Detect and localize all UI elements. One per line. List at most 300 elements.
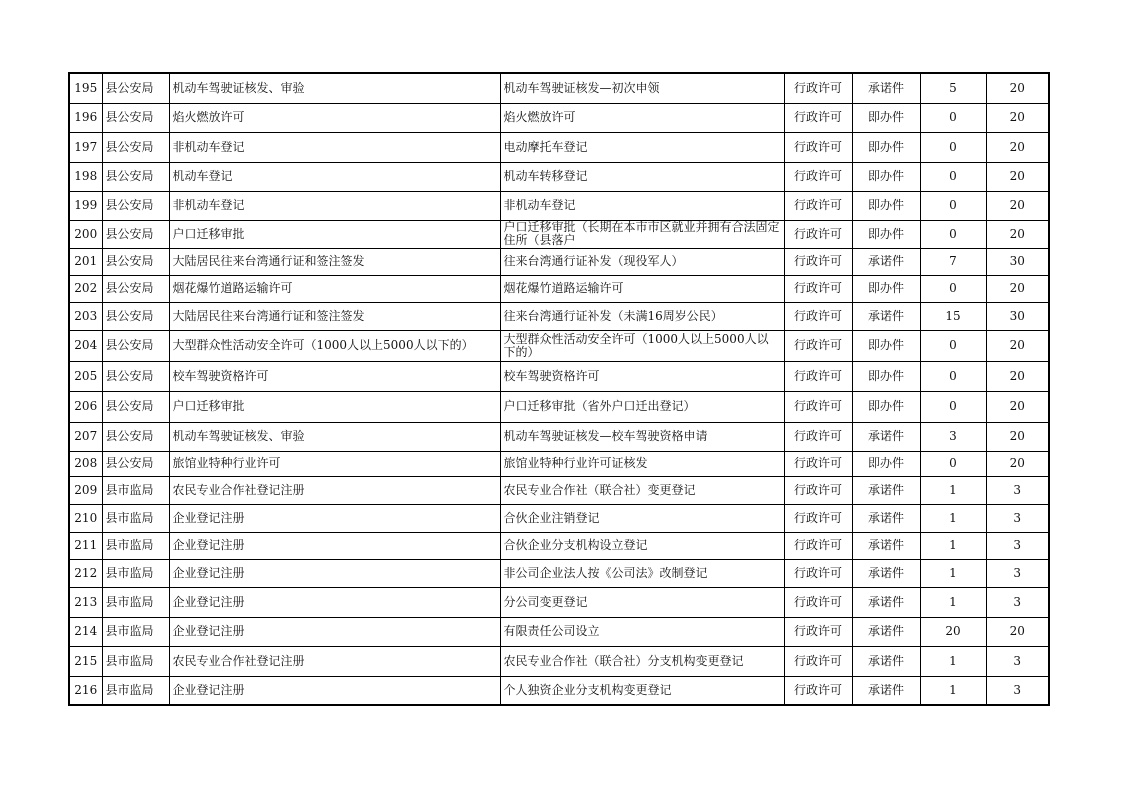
statutory-days-text: 20 <box>1009 198 1025 212</box>
row-number-text: 213 <box>74 594 98 609</box>
row-number-text: 202 <box>74 281 98 295</box>
promised-days-text: 1 <box>949 482 957 497</box>
processing-kind-cell <box>852 103 920 132</box>
item-type-text: 行政许可 <box>793 110 842 124</box>
row-number-cell <box>69 476 102 504</box>
promised-days-cell <box>920 617 986 646</box>
statutory-days-text: 3 <box>1013 538 1022 552</box>
sub-item-cell <box>500 103 784 132</box>
processing-kind-cell <box>852 676 920 705</box>
item-name-text: 大陆居民往来台湾通行证和签注签发 <box>172 254 365 268</box>
sub-item-text: 农民专业合作社（联合社）变更登记 <box>503 482 696 497</box>
row-number-cell <box>69 330 102 361</box>
table-row <box>69 330 1049 361</box>
processing-kind-cell <box>852 220 920 248</box>
item-name-cell <box>169 103 500 132</box>
promised-days-text: 1 <box>949 510 957 525</box>
item-name-text: 企业登记注册 <box>172 538 245 552</box>
sub-item-text: 合伙企业分支机构设立登记 <box>503 538 648 552</box>
item-name-text: 焰火燃放许可 <box>172 110 245 124</box>
item-type-cell <box>784 248 852 275</box>
department-cell <box>102 676 169 705</box>
item-type-cell <box>784 361 852 391</box>
processing-kind-cell <box>852 361 920 391</box>
item-type-text: 行政许可 <box>793 482 842 497</box>
department-cell <box>102 275 169 302</box>
item-name-text: 户口迁移审批 <box>172 399 245 413</box>
department-cell <box>102 504 169 532</box>
processing-kind-text: 即办件 <box>867 198 904 212</box>
sub-item-text: 有限责任公司设立 <box>503 624 600 638</box>
table-row <box>69 162 1049 191</box>
row-number-cell <box>69 504 102 532</box>
statutory-days-cell <box>986 248 1049 275</box>
statutory-days-text: 30 <box>1009 254 1025 268</box>
statutory-days-text: 20 <box>1009 399 1025 413</box>
statutory-days-text: 3 <box>1013 482 1022 497</box>
statutory-days-cell <box>986 587 1049 617</box>
processing-kind-cell <box>852 132 920 162</box>
item-type-cell <box>784 191 852 220</box>
item-name-cell <box>169 220 500 248</box>
row-number-text: 203 <box>74 308 98 323</box>
item-type-text: 行政许可 <box>793 456 842 470</box>
sub-item-text: 合伙企业注销登记 <box>503 510 600 525</box>
promised-days-text: 0 <box>949 226 957 241</box>
table-row <box>69 676 1049 705</box>
department-cell <box>102 191 169 220</box>
item-type-cell <box>784 559 852 587</box>
item-name-text: 非机动车登记 <box>172 198 245 212</box>
sub-item-text: 机动车驾驶证核发—校车驾驶资格申请 <box>503 429 708 443</box>
sub-item-text: 个人独资企业分支机构变更登记 <box>503 682 672 697</box>
service-items-table <box>68 72 1050 706</box>
promised-days-cell <box>920 248 986 275</box>
processing-kind-text: 即办件 <box>867 226 904 241</box>
processing-kind-text: 承诺件 <box>867 510 904 525</box>
item-type-text: 行政许可 <box>793 399 842 413</box>
item-name-text: 企业登记注册 <box>172 682 245 697</box>
item-type-cell <box>784 646 852 676</box>
promised-days-text: 7 <box>949 254 957 268</box>
item-name-text: 大型群众性活动安全许可（1000人以上5000人以下的） <box>172 338 474 352</box>
department-cell <box>102 302 169 330</box>
item-name-text: 旅馆业特种行业许可 <box>172 456 281 470</box>
row-number-cell <box>69 559 102 587</box>
statutory-days-cell <box>986 476 1049 504</box>
processing-kind-cell <box>852 646 920 676</box>
department-cell <box>102 73 169 103</box>
promised-days-cell <box>920 361 986 391</box>
sub-item-text: 农民专业合作社（联合社）分支机构变更登记 <box>503 653 744 668</box>
item-name-cell <box>169 646 500 676</box>
statutory-days-cell <box>986 676 1049 705</box>
row-number-cell <box>69 422 102 451</box>
item-name-cell <box>169 504 500 532</box>
item-type-text: 行政许可 <box>793 624 842 638</box>
department-text: 县公安局 <box>105 226 154 241</box>
item-type-cell <box>784 422 852 451</box>
processing-kind-cell <box>852 532 920 559</box>
processing-kind-text: 承诺件 <box>867 624 904 638</box>
item-type-cell <box>784 476 852 504</box>
department-text: 县公安局 <box>105 169 154 183</box>
row-number-cell <box>69 220 102 248</box>
item-name-cell <box>169 330 500 361</box>
statutory-days-cell <box>986 391 1049 422</box>
table-row <box>69 559 1049 587</box>
processing-kind-text: 承诺件 <box>867 682 904 697</box>
row-number-text: 206 <box>74 399 98 413</box>
statutory-days-text: 20 <box>1009 281 1025 295</box>
processing-kind-text: 即办件 <box>867 139 904 154</box>
promised-days-text: 1 <box>949 538 957 552</box>
sub-item-cell <box>500 532 784 559</box>
item-name-cell <box>169 676 500 705</box>
sub-item-cell <box>500 73 784 103</box>
row-number-cell <box>69 275 102 302</box>
item-name-text: 大陆居民往来台湾通行证和签注签发 <box>172 308 365 323</box>
sub-item-text: 非公司企业法人按《公司法》改制登记 <box>503 565 708 580</box>
item-type-text: 行政许可 <box>793 594 842 609</box>
item-type-text: 行政许可 <box>793 510 842 525</box>
promised-days-cell <box>920 302 986 330</box>
department-text: 县市监局 <box>105 594 154 609</box>
sub-item-text: 大型群众性活动安全许可（1000人以上5000人以下的） <box>503 332 769 359</box>
statutory-days-cell <box>986 132 1049 162</box>
item-name-text: 户口迁移审批 <box>172 226 245 241</box>
sub-item-cell <box>500 248 784 275</box>
sub-item-cell <box>500 617 784 646</box>
item-type-text: 行政许可 <box>793 338 842 352</box>
row-number-text: 204 <box>74 338 98 352</box>
row-number-cell <box>69 451 102 476</box>
statutory-days-text: 3 <box>1013 682 1022 697</box>
promised-days-text: 0 <box>949 281 957 295</box>
processing-kind-text: 即办件 <box>867 281 904 295</box>
sub-item-cell <box>500 302 784 330</box>
row-number-cell <box>69 103 102 132</box>
statutory-days-text: 20 <box>1009 80 1025 95</box>
table-row <box>69 391 1049 422</box>
promised-days-text: 0 <box>949 198 957 212</box>
row-number-cell <box>69 391 102 422</box>
processing-kind-cell <box>852 191 920 220</box>
processing-kind-text: 即办件 <box>867 110 904 124</box>
promised-days-cell <box>920 275 986 302</box>
processing-kind-cell <box>852 275 920 302</box>
row-number-text: 210 <box>74 510 98 525</box>
statutory-days-cell <box>986 451 1049 476</box>
department-text: 县公安局 <box>105 399 154 413</box>
item-name-cell <box>169 617 500 646</box>
item-type-text: 行政许可 <box>793 226 842 241</box>
item-name-text: 农民专业合作社登记注册 <box>172 653 305 668</box>
item-name-text: 农民专业合作社登记注册 <box>172 482 305 497</box>
sub-item-cell <box>500 422 784 451</box>
department-text: 县公安局 <box>105 456 154 470</box>
statutory-days-text: 20 <box>1009 139 1025 154</box>
department-cell <box>102 451 169 476</box>
row-number-cell <box>69 676 102 705</box>
statutory-days-text: 30 <box>1009 308 1025 323</box>
row-number-text: 198 <box>74 169 98 183</box>
item-name-text: 机动车驾驶证核发、审验 <box>172 429 305 443</box>
item-type-cell <box>784 532 852 559</box>
table-row <box>69 646 1049 676</box>
promised-days-cell <box>920 191 986 220</box>
promised-days-text: 0 <box>949 456 957 470</box>
item-type-text: 行政许可 <box>793 308 842 323</box>
item-type-text: 行政许可 <box>793 198 842 212</box>
sub-item-text: 校车驾驶资格许可 <box>503 368 600 383</box>
processing-kind-text: 承诺件 <box>867 308 904 323</box>
row-number-cell <box>69 361 102 391</box>
processing-kind-cell <box>852 451 920 476</box>
item-name-cell <box>169 73 500 103</box>
department-text: 县公安局 <box>105 308 154 323</box>
processing-kind-cell <box>852 248 920 275</box>
row-number-text: 205 <box>74 368 98 383</box>
statutory-days-cell <box>986 504 1049 532</box>
item-type-text: 行政许可 <box>793 169 842 183</box>
sub-item-text: 电动摩托车登记 <box>503 139 588 154</box>
item-type-cell <box>784 676 852 705</box>
processing-kind-cell <box>852 391 920 422</box>
row-number-cell <box>69 73 102 103</box>
processing-kind-text: 承诺件 <box>867 565 904 580</box>
sub-item-cell <box>500 646 784 676</box>
table-row <box>69 451 1049 476</box>
row-number-text: 201 <box>74 254 98 268</box>
item-name-cell <box>169 248 500 275</box>
promised-days-text: 0 <box>949 338 957 352</box>
statutory-days-text: 3 <box>1013 565 1022 580</box>
sub-item-cell <box>500 220 784 248</box>
table-row <box>69 220 1049 248</box>
item-name-text: 企业登记注册 <box>172 594 245 609</box>
promised-days-cell <box>920 73 986 103</box>
row-number-cell <box>69 191 102 220</box>
department-cell <box>102 220 169 248</box>
processing-kind-cell <box>852 330 920 361</box>
department-text: 县公安局 <box>105 80 154 95</box>
processing-kind-text: 承诺件 <box>867 653 904 668</box>
row-number-cell <box>69 302 102 330</box>
item-name-cell <box>169 422 500 451</box>
item-type-cell <box>784 587 852 617</box>
sub-item-cell <box>500 330 784 361</box>
item-type-cell <box>784 391 852 422</box>
item-type-text: 行政许可 <box>793 80 842 95</box>
processing-kind-text: 即办件 <box>867 169 904 183</box>
statutory-days-text: 20 <box>1009 456 1025 470</box>
processing-kind-text: 承诺件 <box>867 594 904 609</box>
item-name-text: 非机动车登记 <box>172 139 245 154</box>
sub-item-cell <box>500 587 784 617</box>
promised-days-text: 0 <box>949 368 957 383</box>
item-type-text: 行政许可 <box>793 682 842 697</box>
promised-days-cell <box>920 532 986 559</box>
processing-kind-text: 即办件 <box>867 399 904 413</box>
promised-days-cell <box>920 422 986 451</box>
table-row <box>69 275 1049 302</box>
statutory-days-text: 20 <box>1009 169 1025 183</box>
item-name-cell <box>169 162 500 191</box>
promised-days-cell <box>920 391 986 422</box>
statutory-days-cell <box>986 422 1049 451</box>
department-text: 县市监局 <box>105 682 154 697</box>
sub-item-cell <box>500 676 784 705</box>
department-text: 县公安局 <box>105 110 154 124</box>
department-text: 县公安局 <box>105 139 154 154</box>
statutory-days-cell <box>986 617 1049 646</box>
department-text: 县市监局 <box>105 538 154 552</box>
sub-item-cell <box>500 476 784 504</box>
department-cell <box>102 587 169 617</box>
item-name-text: 机动车登记 <box>172 169 233 183</box>
promised-days-text: 0 <box>949 139 957 154</box>
row-number-text: 197 <box>74 139 98 154</box>
promised-days-cell <box>920 451 986 476</box>
promised-days-text: 20 <box>945 624 961 638</box>
department-text: 县公安局 <box>105 338 154 352</box>
promised-days-cell <box>920 476 986 504</box>
item-name-cell <box>169 476 500 504</box>
promised-days-cell <box>920 559 986 587</box>
row-number-text: 215 <box>74 653 98 668</box>
item-name-cell <box>169 391 500 422</box>
sub-item-text: 烟花爆竹道路运输许可 <box>503 281 624 295</box>
promised-days-cell <box>920 330 986 361</box>
department-cell <box>102 532 169 559</box>
statutory-days-text: 3 <box>1013 653 1022 668</box>
statutory-days-text: 3 <box>1013 510 1022 525</box>
department-text: 县市监局 <box>105 653 154 668</box>
table-row <box>69 132 1049 162</box>
sub-item-cell <box>500 132 784 162</box>
sub-item-text: 机动车驾驶证核发—初次申领 <box>503 80 660 95</box>
statutory-days-text: 20 <box>1009 338 1025 352</box>
item-type-text: 行政许可 <box>793 565 842 580</box>
row-number-cell <box>69 132 102 162</box>
promised-days-text: 1 <box>949 594 957 609</box>
processing-kind-cell <box>852 476 920 504</box>
sub-item-cell <box>500 361 784 391</box>
promised-days-text: 0 <box>949 399 957 413</box>
item-name-cell <box>169 275 500 302</box>
sub-item-text: 旅馆业特种行业许可证核发 <box>503 456 648 470</box>
table-row <box>69 248 1049 275</box>
item-name-text: 烟花爆竹道路运输许可 <box>172 281 293 295</box>
table-row <box>69 191 1049 220</box>
sub-item-cell <box>500 504 784 532</box>
row-number-cell <box>69 532 102 559</box>
processing-kind-cell <box>852 587 920 617</box>
table-row <box>69 361 1049 391</box>
table-row <box>69 103 1049 132</box>
sub-item-text: 非机动车登记 <box>503 198 576 212</box>
promised-days-cell <box>920 132 986 162</box>
row-number-text: 199 <box>74 198 98 212</box>
department-text: 县公安局 <box>105 281 154 295</box>
department-text: 县市监局 <box>105 565 154 580</box>
processing-kind-cell <box>852 73 920 103</box>
sub-item-text: 往来台湾通行证补发（现役军人） <box>503 254 684 268</box>
table-body <box>69 73 1049 705</box>
promised-days-text: 0 <box>949 169 957 183</box>
promised-days-text: 15 <box>945 308 961 323</box>
item-type-text: 行政许可 <box>793 139 842 154</box>
processing-kind-text: 即办件 <box>867 368 904 383</box>
processing-kind-cell <box>852 162 920 191</box>
statutory-days-cell <box>986 220 1049 248</box>
sub-item-text: 户口迁移审批（长期在本市市区就业并拥有合法固定住所（县落户 <box>503 221 780 247</box>
promised-days-text: 1 <box>949 653 957 668</box>
processing-kind-text: 承诺件 <box>867 429 904 443</box>
promised-days-cell <box>920 646 986 676</box>
promised-days-cell <box>920 587 986 617</box>
sub-item-cell <box>500 559 784 587</box>
department-text: 县公安局 <box>105 198 154 212</box>
item-name-cell <box>169 361 500 391</box>
sub-item-text: 焰火燃放许可 <box>503 110 576 124</box>
department-cell <box>102 617 169 646</box>
promised-days-cell <box>920 676 986 705</box>
processing-kind-text: 承诺件 <box>867 80 904 95</box>
statutory-days-cell <box>986 191 1049 220</box>
statutory-days-text: 3 <box>1013 594 1022 609</box>
statutory-days-text: 20 <box>1009 110 1025 124</box>
processing-kind-cell <box>852 504 920 532</box>
sub-item-text: 往来台湾通行证补发（未满16周岁公民） <box>503 308 723 323</box>
item-type-cell <box>784 220 852 248</box>
row-number-cell <box>69 617 102 646</box>
item-type-cell <box>784 103 852 132</box>
row-number-text: 207 <box>74 429 98 443</box>
row-number-text: 200 <box>74 226 98 241</box>
department-text: 县市监局 <box>105 624 154 638</box>
item-type-cell <box>784 162 852 191</box>
table-row <box>69 504 1049 532</box>
department-cell <box>102 162 169 191</box>
statutory-days-cell <box>986 361 1049 391</box>
department-cell <box>102 391 169 422</box>
item-type-text: 行政许可 <box>793 538 842 552</box>
sub-item-cell <box>500 162 784 191</box>
table-row <box>69 617 1049 646</box>
row-number-cell <box>69 162 102 191</box>
processing-kind-text: 即办件 <box>867 338 904 352</box>
item-type-cell <box>784 330 852 361</box>
statutory-days-cell <box>986 302 1049 330</box>
statutory-days-text: 20 <box>1009 226 1025 241</box>
sub-item-cell <box>500 391 784 422</box>
item-name-cell <box>169 559 500 587</box>
row-number-cell <box>69 587 102 617</box>
item-name-text: 机动车驾驶证核发、审验 <box>172 80 305 95</box>
statutory-days-cell <box>986 330 1049 361</box>
sub-item-text: 机动车转移登记 <box>503 169 588 183</box>
statutory-days-cell <box>986 532 1049 559</box>
table-row <box>69 532 1049 559</box>
statutory-days-cell <box>986 559 1049 587</box>
department-cell <box>102 646 169 676</box>
item-type-text: 行政许可 <box>793 653 842 668</box>
item-type-cell <box>784 73 852 103</box>
row-number-cell <box>69 646 102 676</box>
item-name-text: 企业登记注册 <box>172 565 245 580</box>
